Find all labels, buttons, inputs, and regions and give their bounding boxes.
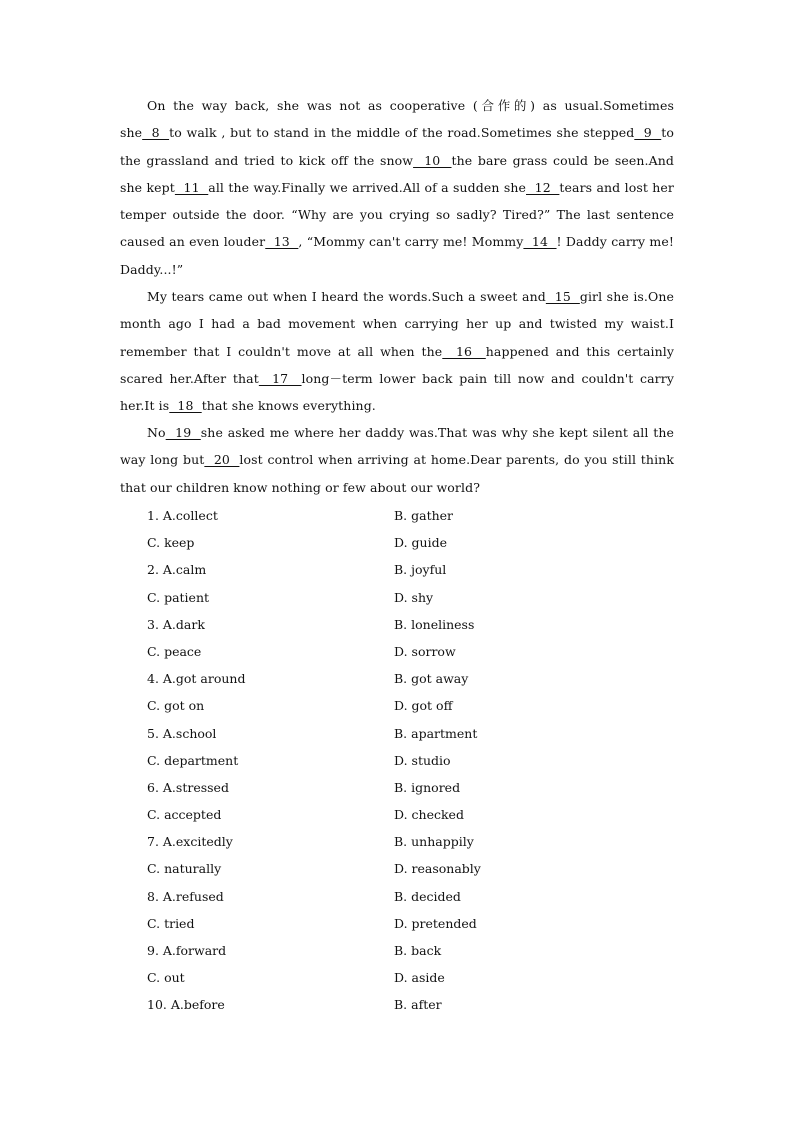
blank-10: 10: [413, 152, 452, 168]
option-row: [147, 828, 667, 855]
option-right: D. guide: [394, 535, 447, 551]
passage-text: ! Daddy carry me! Daddy...!”: [120, 234, 674, 277]
option-row: [147, 665, 667, 692]
passage-text: to walk , but to stand in the middle of the road.Sometimes she stepped: [169, 125, 635, 141]
option-right: D. shy: [394, 589, 434, 605]
option-left: 7. A.excitedly: [147, 834, 233, 850]
option-left: 5. A.school: [147, 725, 217, 741]
passage-paragraph-3: [120, 419, 674, 501]
blank-20: 20: [204, 452, 240, 468]
option-row: [147, 502, 667, 529]
option-left: C. naturally: [147, 861, 222, 877]
blank-19: 19: [165, 425, 201, 440]
answer-options-list: [147, 502, 667, 1019]
passage-text: that she knows everything.: [201, 398, 376, 414]
passage-text: all the way.Finally we arrived.All of a sudden she: [208, 179, 527, 195]
option-left: 6. A.stressed: [147, 779, 229, 795]
option-left: 1. A.collect: [147, 508, 218, 523]
option-left: C. keep: [147, 535, 195, 551]
option-row: [147, 638, 667, 665]
blank-13: 13: [265, 234, 299, 250]
passage-text: On the way back, she was not as cooperative (合作的) as usual.Sometimes she: [120, 98, 674, 141]
option-row: [147, 529, 667, 556]
option-left: C. accepted: [147, 807, 222, 823]
blank-12: 12: [526, 179, 560, 195]
blank-14: 14: [523, 234, 557, 250]
option-right: D. studio: [394, 752, 451, 768]
option-right: B. back: [394, 943, 442, 958]
option-left: C. peace: [147, 643, 202, 659]
option-left: 8. A.refused: [147, 888, 224, 904]
option-row: [147, 720, 667, 747]
blank-11: 11: [174, 179, 209, 195]
option-right: D. reasonably: [394, 861, 481, 877]
option-row: [147, 855, 667, 882]
passage-text: happened and this certainly scared her.After that: [120, 343, 675, 386]
passage-text: No: [147, 425, 166, 440]
option-row: [147, 692, 667, 719]
option-left: 2. A.calm: [147, 562, 207, 578]
option-row: [147, 556, 667, 583]
blank-18: 18: [169, 398, 202, 414]
option-left: 4. A.got around: [147, 671, 246, 687]
blank-17: 17: [258, 370, 302, 386]
passage-text: the bare grass could be seen.And she kept: [120, 152, 674, 195]
option-right: B. ignored: [394, 779, 461, 795]
option-left: 10. A.before: [147, 997, 225, 1013]
option-right: D. sorrow: [394, 643, 456, 659]
option-right: B. apartment: [394, 725, 478, 741]
option-row: [147, 801, 667, 828]
passage-text: long－term lower back pain till now and couldn't carry her.It is: [120, 370, 674, 414]
option-row: [147, 883, 667, 910]
passage-paragraph-2: [120, 283, 674, 419]
passage-paragraph-1: [120, 92, 674, 283]
blank-15: 15: [545, 289, 580, 304]
option-left: C. got on: [147, 698, 205, 714]
option-right: B. loneliness: [394, 616, 475, 632]
option-right: D. checked: [394, 807, 464, 823]
option-right: B. gather: [394, 508, 454, 523]
option-row: [147, 937, 667, 964]
option-row: [147, 747, 667, 774]
passage-text: lost control when arriving at home.Dear parents, do you still think that our children know nothing or few about our world?: [120, 452, 674, 495]
option-right: B. got away: [394, 671, 469, 687]
option-row: [147, 611, 667, 638]
passage-text: , “Mommy can't carry me! Mommy: [298, 234, 524, 250]
option-left: C. department: [147, 752, 239, 768]
passage-text: to the grassland and tried to kick off the snow: [120, 125, 674, 168]
passage-text: My tears came out when I heard the words.Such a sweet and: [147, 289, 546, 304]
option-row: [147, 964, 667, 991]
option-row: [147, 584, 667, 611]
option-row: [147, 774, 667, 801]
option-left: C. patient: [147, 589, 210, 605]
option-right: D. pretended: [394, 915, 477, 931]
option-left: 3. A.dark: [147, 616, 205, 632]
option-right: D. aside: [394, 970, 445, 986]
option-right: B. after: [394, 997, 442, 1013]
blank-16: 16: [442, 343, 486, 359]
blank-8: 8: [142, 125, 170, 141]
option-row: [147, 991, 667, 1018]
option-left: C. tried: [147, 915, 195, 931]
option-left: 9. A.forward: [147, 943, 227, 958]
option-right: B. decided: [394, 888, 461, 904]
passage-text: tears and lost her temper outside the door. “Why are you crying so sadly? Tired?” The last sentence caused an even louder: [120, 179, 674, 250]
option-left: C. out: [147, 970, 185, 986]
passage-text: girl she is.One month ago I had a bad movement when carrying her up and twisted my waist.I remember that I couldn't move at all when the: [120, 289, 675, 359]
option-right: D. got off: [394, 698, 453, 714]
blank-9: 9: [634, 125, 662, 141]
option-row: [147, 910, 667, 937]
option-right: B. unhappily: [394, 834, 474, 850]
option-right: B. joyful: [394, 562, 447, 578]
passage-text: she asked me where her daddy was.That was why she kept silent all the way long but: [120, 425, 674, 468]
